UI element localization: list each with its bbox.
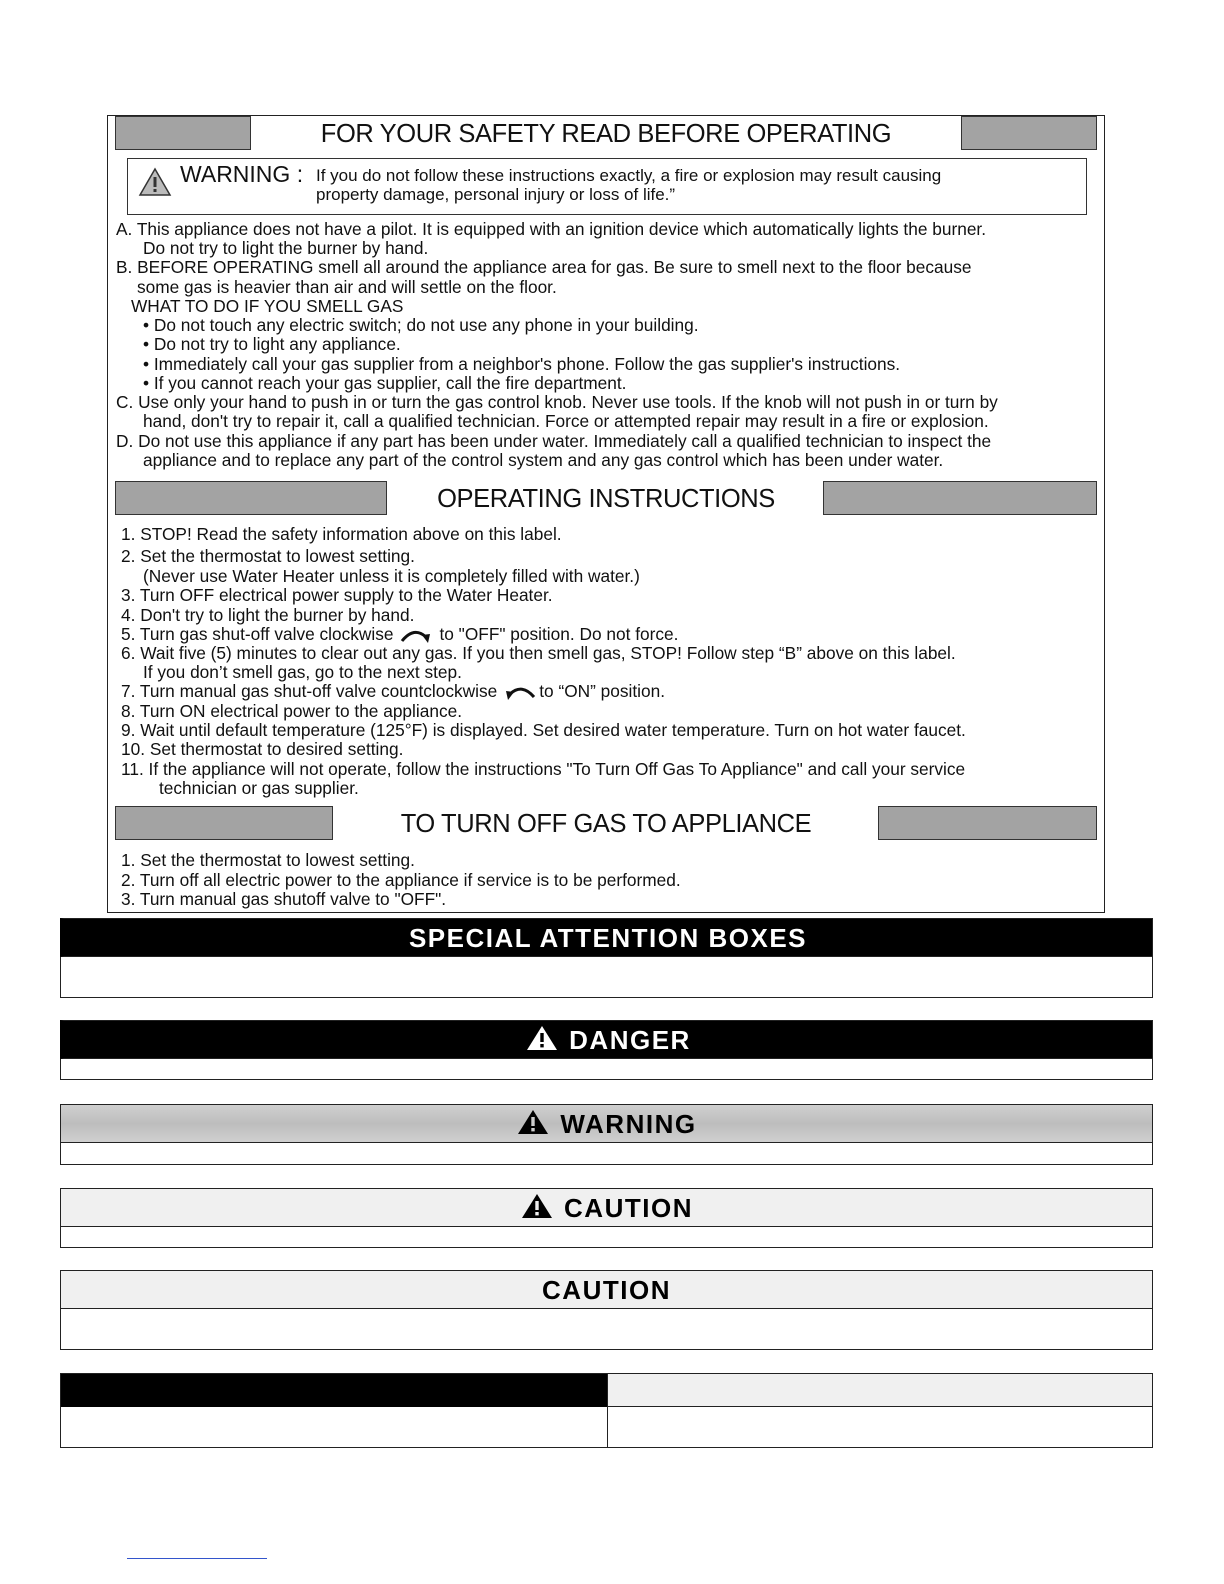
warning-header — [60, 1104, 1153, 1143]
warning-text-2: property damage, personal injury or loss of life.” — [316, 185, 676, 204]
turn-off-header — [115, 806, 1097, 842]
caution-icon-body — [60, 1227, 1153, 1248]
special-attention-body — [60, 957, 1153, 998]
turn-off-line: 3. Turn manual gas shutoff valve to "OFF". — [121, 889, 447, 909]
safety-line: D. Do not use this appliance if any part has been under water. Immediately call a qualified technician to inspect the — [116, 431, 992, 451]
split-header-right — [607, 1374, 1152, 1407]
split-divider — [607, 1407, 608, 1447]
warning-word: WARNING : — [180, 161, 304, 187]
danger-section — [60, 1020, 1153, 1080]
operating-step-5-text: 5. Turn gas shut-off valve clockwise — [121, 624, 394, 644]
safety-line: B. BEFORE OPERATING smell all around the appliance area for gas. Be sure to smell next to the floor because — [116, 257, 972, 277]
warning-box — [127, 158, 1087, 215]
caution-icon-section — [60, 1188, 1153, 1248]
safety-line: Do not try to light the burner by hand. — [143, 238, 429, 258]
safety-label — [107, 115, 1105, 913]
operating-line: 10. Set thermostat to desired setting. — [121, 739, 404, 759]
footer-link-underline — [127, 1558, 267, 1559]
danger-label: DANGER — [569, 1025, 691, 1055]
operating-line: 1. STOP! Read the safety information above on this label. — [121, 524, 562, 544]
safety-line: appliance and to replace any part of the control system and any gas control which has been under water. — [143, 450, 944, 470]
danger-body — [60, 1059, 1153, 1080]
safety-line: hand, don't try to repair it, call a qualified technician. Force or attempted repair may result in a fire or explosion. — [143, 411, 989, 431]
warning-triangle-icon — [520, 1192, 554, 1220]
warning-body — [60, 1143, 1153, 1165]
operating-line: 2. Set the thermostat to lowest setting. — [121, 546, 415, 566]
split-attention-box — [60, 1373, 1153, 1448]
operating-step-7-tail: to “ON” position. — [539, 681, 666, 701]
caution-section — [60, 1270, 1153, 1350]
operating-line: (Never use Water Heater unless it is completely filled with water.) — [143, 566, 640, 586]
warning-text-1: If you do not follow these instructions exactly, a fire or explosion may result causing — [316, 166, 942, 185]
split-header-left — [61, 1374, 607, 1407]
operating-header — [115, 481, 1097, 517]
operating-line: 4. Don't try to light the burner by hand. — [121, 605, 415, 625]
operating-line: 6. Wait five (5) minutes to clear out any gas. If you then smell gas, STOP! Follow step “B” above on this label. — [121, 643, 956, 663]
special-attention-header: SPECIAL ATTENTION BOXES — [60, 918, 1153, 957]
safety-line: A. This appliance does not have a pilot. It is equipped with an ignition device which automatically lights the burner. — [116, 219, 987, 239]
safety-line: some gas is heavier than air and will settle on the floor. — [137, 277, 557, 297]
turn-off-line: 2. Turn off all electric power to the appliance if service is to be performed. — [121, 870, 681, 890]
caution-icon-header — [60, 1188, 1153, 1227]
safety-line: C. Use only your hand to push in or turn the gas control knob. Never use tools. If the knob will not push in or turn by — [116, 392, 998, 412]
operating-line: If you don’t smell gas, go to the next step. — [143, 662, 462, 682]
operating-step-7 — [121, 682, 665, 701]
safety-header — [115, 116, 1097, 152]
caution-icon-label: CAUTION — [564, 1193, 693, 1223]
operating-step-5-tail: to "OFF" position. Do not force. — [439, 624, 679, 644]
safety-line: • Immediately call your gas supplier from a neighbor's phone. Follow the gas supplier's instructions. — [143, 354, 901, 374]
operating-line: 8. Turn ON electrical power to the appliance. — [121, 701, 463, 721]
turn-off-line: 1. Set the thermostat to lowest setting. — [121, 850, 415, 870]
operating-line: 11. If the appliance will not operate, follow the instructions "To Turn Off Gas To Appliance" and call your service — [121, 759, 966, 779]
caution-header: CAUTION — [60, 1270, 1153, 1309]
caution-body — [60, 1309, 1153, 1350]
warning-label: WARNING — [560, 1109, 697, 1139]
safety-line: • Do not try to light any appliance. — [143, 334, 401, 354]
operating-line: technician or gas supplier. — [159, 778, 359, 798]
safety-line: • Do not touch any electric switch; do not use any phone in your building. — [143, 315, 699, 335]
operating-line: 9. Wait until default temperature (125°F) is displayed. Set desired water temperature. Turn on hot water faucet. — [121, 720, 966, 740]
warning-triangle-icon — [516, 1108, 550, 1136]
danger-header — [60, 1020, 1153, 1059]
operating-step-7-text: 7. Turn manual gas shut-off valve countclockwise — [121, 681, 498, 701]
warning-triangle-icon — [138, 167, 172, 197]
safety-line: • If you cannot reach your gas supplier, call the fire department. — [143, 373, 627, 393]
clockwise-arrow-icon — [399, 626, 433, 644]
safety-title: FOR YOUR SAFETY READ BEFORE OPERATING — [320, 120, 892, 148]
counterclockwise-arrow-icon — [503, 683, 537, 701]
operating-line: 3. Turn OFF electrical power supply to the Water Heater. — [121, 585, 553, 605]
safety-line: WHAT TO DO IF YOU SMELL GAS — [131, 296, 404, 316]
turn-off-title: TO TURN OFF GAS TO APPLIANCE — [400, 810, 812, 838]
operating-step-5 — [121, 625, 678, 644]
operating-title: OPERATING INSTRUCTIONS — [437, 485, 775, 513]
warning-triangle-icon — [525, 1024, 559, 1052]
special-attention-section — [60, 918, 1153, 998]
warning-section — [60, 1104, 1153, 1165]
